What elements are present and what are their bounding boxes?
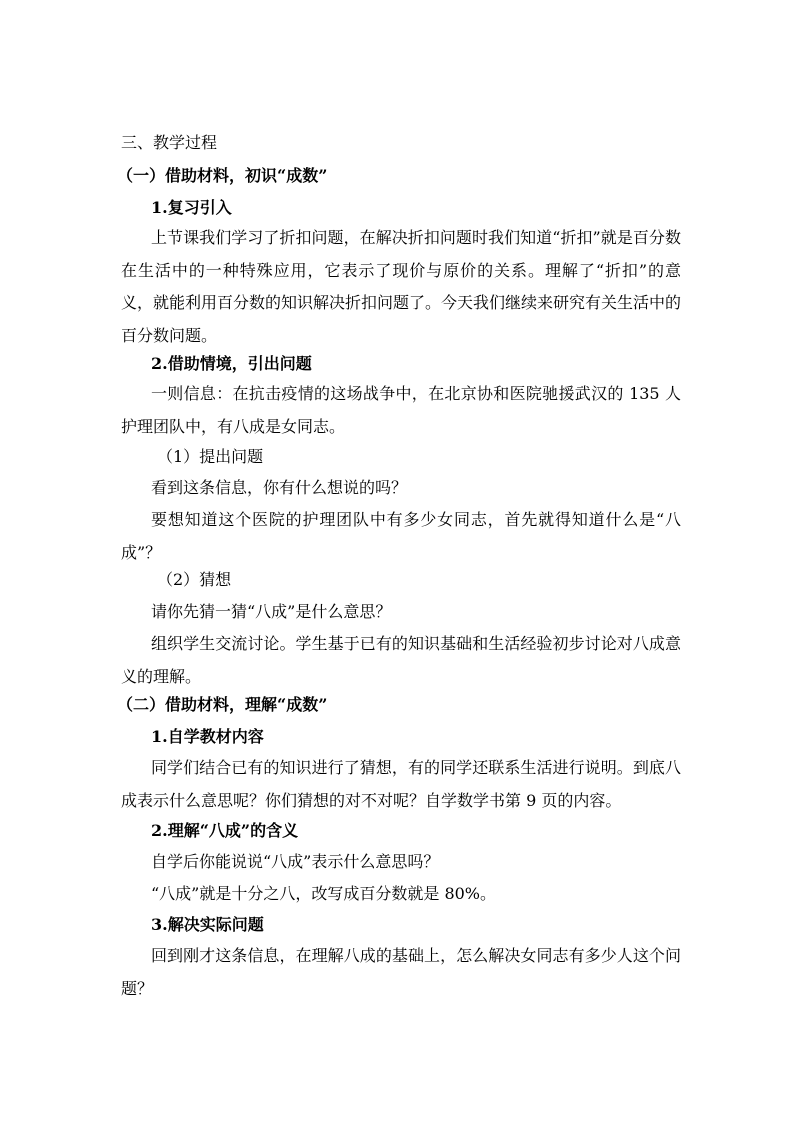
item2-p2-block <box>121 628 681 693</box>
section1-sub2-paragraph: 一则信息：在抗击疫情的这场战争中，在北京协和医院驰援武汉的 135 人护理团队中，有八成是女同志。 <box>121 384 681 436</box>
item2-p1-block <box>121 596 681 629</box>
item1-paragraph-2: 要想知道这个医院的护理团队中有多少女同志，首先就得知道什么是“八成”？ <box>121 510 681 562</box>
section2-sub2-p2-block <box>121 878 681 911</box>
item2-paragraph-1: 请你先猜一猜“八成”是什么意思？ <box>151 602 392 621</box>
section2-sub2-p1-block <box>121 846 681 879</box>
section1-sub1-paragraph: 上节课我们学习了折扣问题，在解决折扣问题时我们知道“折扣”就是百分数在生活中的一种特殊应用，它表示了现价与原价的关系。理解了“折扣”的意义，就能利用百分数的知识解决折扣问题了。今天我们继续来研究有关生活中的百分数问题。 <box>121 228 682 345</box>
section1-sub2-paragraph-block <box>121 378 681 443</box>
section2-sub1-paragraph: 同学们结合已有的知识进行了猜想，有的同学还联系生活进行说明。到底八成表示什么意思呢？你们猜想的对不对呢？自学数学书第 9 页的内容。 <box>121 758 681 810</box>
section2-sub2-paragraph-2: “八成”就是十分之八，改写成百分数就是 80%。 <box>151 884 497 903</box>
item1-label: （1）提出问题 <box>157 447 264 466</box>
item1-p2-block <box>121 504 681 569</box>
section2-title: （二）借助材料，理解“成数” <box>117 695 328 714</box>
section2-sub3-paragraph: 回到刚才这条信息，在理解八成的基础上，怎么解决女同志有多少人这个问题？ <box>121 946 681 998</box>
section1-title: （一）借助材料，初识“成数” <box>117 166 328 185</box>
section2-sub2-title: 2.理解“八成”的含义 <box>151 821 299 840</box>
section-heading: 三、教学过程 <box>121 133 218 152</box>
item2-paragraph-2: 组织学生交流讨论。学生基于已有的知识基础和生活经验初步讨论对八成意义的理解。 <box>121 634 681 686</box>
item2-label: （2）猜想 <box>157 570 232 589</box>
section1-sub1-title: 1.复习引入 <box>151 198 232 217</box>
section2-sub1-title: 1.自学教材内容 <box>151 727 264 746</box>
section2-sub3-title: 3.解决实际问题 <box>151 915 264 934</box>
section1-sub1-paragraph-block <box>121 222 681 352</box>
item1-paragraph-1: 看到这条信息，你有什么想说的吗？ <box>151 478 408 497</box>
section2-sub2-paragraph-1: 自学后你能说说“八成”表示什么意思吗？ <box>151 852 440 871</box>
section2-sub1-paragraph-block <box>121 752 681 817</box>
section2-sub3-paragraph-block <box>121 940 681 1005</box>
item1-p1-block <box>121 472 681 505</box>
section1-sub2-title: 2.借助情境，引出问题 <box>151 354 312 373</box>
